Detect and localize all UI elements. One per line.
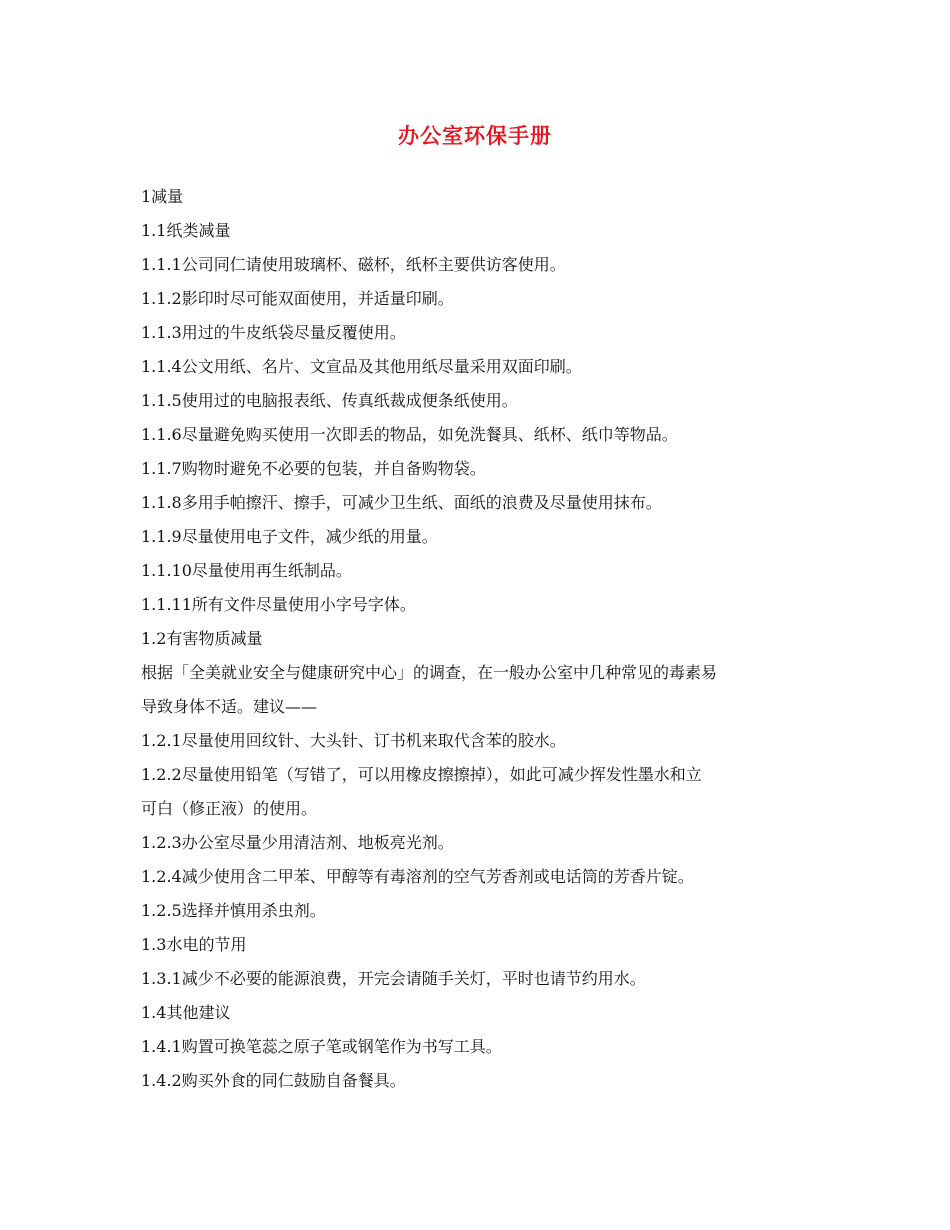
list-item: 1.1.7购物时避免不必要的包装，并自备购物袋。 bbox=[141, 459, 486, 478]
list-item: 1.1.3用过的牛皮纸袋尽量反覆使用。 bbox=[141, 323, 406, 342]
subsection-heading: 1.2有害物质减量 bbox=[141, 629, 263, 648]
list-item: 1.1.2影印时尽可能双面使用，并适量印刷。 bbox=[141, 289, 454, 308]
list-item: 1.4.1购置可换笔蕊之原子笔或钢笔作为书写工具。 bbox=[141, 1037, 502, 1056]
list-item: 1.2.2尽量使用铅笔（写错了，可以用橡皮擦擦掉），如此可减少挥发性墨水和立 bbox=[141, 765, 702, 784]
list-item: 1.2.4减少使用含二甲苯、甲醇等有毒溶剂的空气芳香剂或电话筒的芳香片锭。 bbox=[141, 867, 694, 886]
list-item: 1.2.5选择并慎用杀虫剂。 bbox=[141, 901, 326, 920]
list-item: 1.2.3办公室尽量少用清洁剂、地板亮光剂。 bbox=[141, 833, 454, 852]
document-title: 办公室环保手册 bbox=[398, 123, 552, 148]
subsection-heading: 1.4其他建议 bbox=[141, 1003, 231, 1022]
section-heading: 1减量 bbox=[141, 187, 184, 206]
list-item: 1.1.11所有文件尽量使用小字号字体。 bbox=[141, 595, 416, 614]
list-item: 1.1.9尽量使用电子文件，减少纸的用量。 bbox=[141, 527, 438, 546]
paragraph-line: 导致身体不适。建议—— bbox=[141, 697, 318, 716]
list-item: 1.1.5使用过的电脑报表纸、传真纸裁成便条纸使用。 bbox=[141, 391, 518, 410]
list-item: 1.1.10尽量使用再生纸制品。 bbox=[141, 561, 352, 580]
list-item-continuation: 可白（修正液）的使用。 bbox=[141, 799, 318, 818]
list-item: 1.1.4公文用纸、名片、文宣品及其他用纸尽量采用双面印刷。 bbox=[141, 357, 582, 376]
document-body bbox=[141, 180, 821, 1098]
list-item: 1.4.2购买外食的同仁鼓励自备餐具。 bbox=[141, 1071, 406, 1090]
paragraph-line: 根据「全美就业安全与健康研究中心」的调查，在一般办公室中几种常见的毒素易 bbox=[141, 663, 718, 682]
list-item: 1.2.1尽量使用回纹针、大头针、订书机来取代含苯的胶水。 bbox=[141, 731, 566, 750]
list-item: 1.1.6尽量避免购买使用一次即丢的物品，如免洗餐具、纸杯、纸巾等物品。 bbox=[141, 425, 678, 444]
list-item: 1.3.1减少不必要的能源浪费，开完会请随手关灯，平时也请节约用水。 bbox=[141, 969, 646, 988]
list-item: 1.1.1公司同仁请使用玻璃杯、磁杯，纸杯主要供访客使用。 bbox=[141, 255, 566, 274]
list-item: 1.1.8多用手帕擦汗、擦手，可减少卫生纸、面纸的浪费及尽量使用抹布。 bbox=[141, 493, 662, 512]
subsection-heading: 1.3水电的节用 bbox=[141, 935, 247, 954]
subsection-heading: 1.1纸类减量 bbox=[141, 221, 231, 240]
